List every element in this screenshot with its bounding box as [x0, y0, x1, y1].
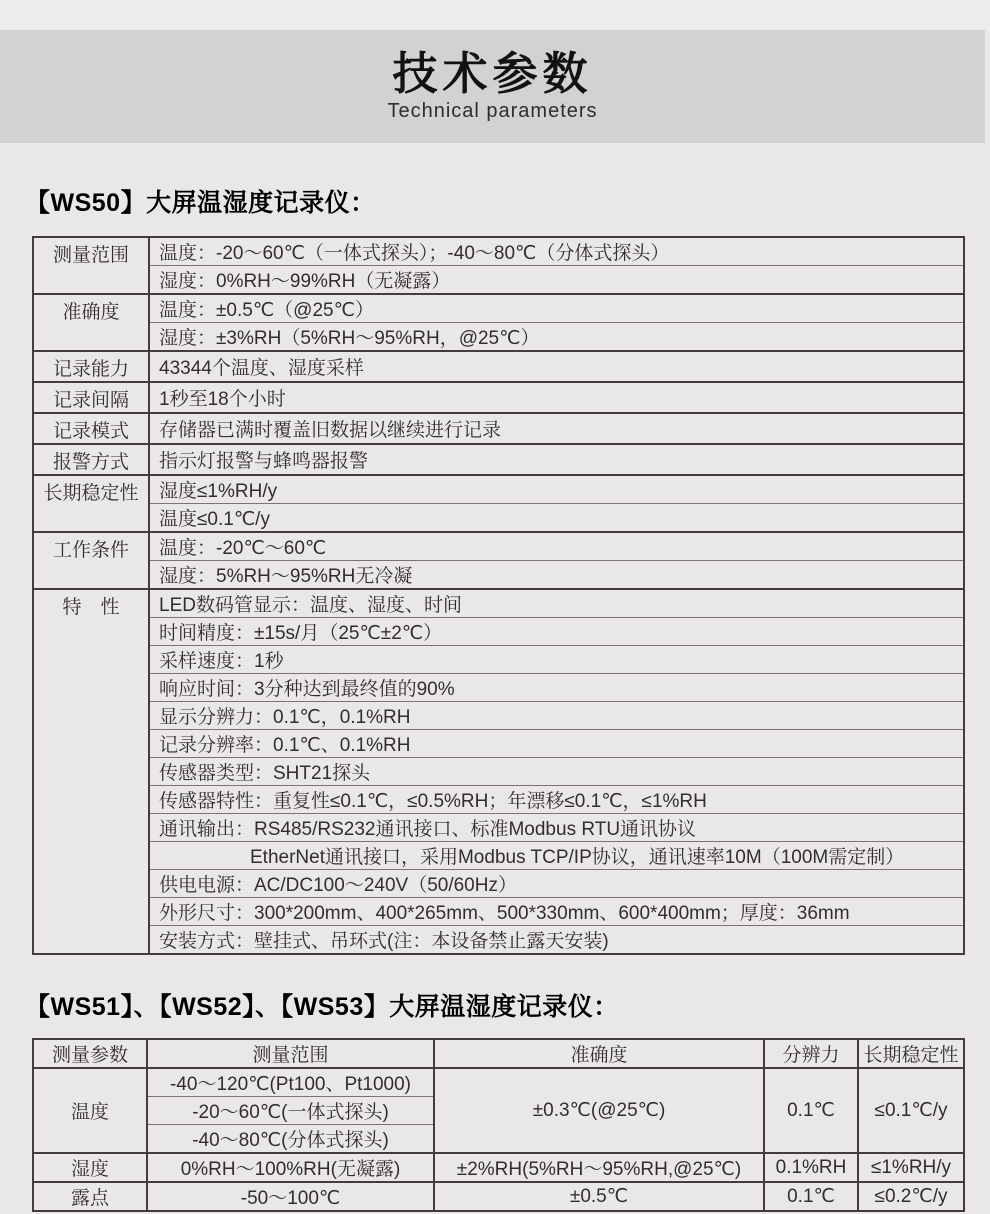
spec-value: 温度≤0.1℃/y: [149, 504, 964, 533]
spec-label: 记录间隔: [33, 382, 149, 413]
table-row: [33, 444, 964, 475]
table-row: [33, 786, 964, 814]
spec-value: 采样速度：1秒: [149, 646, 964, 674]
spec-value: 响应时间：3分种达到最终值的90%: [149, 674, 964, 702]
spec-label: 记录能力: [33, 351, 149, 382]
table-row: [33, 382, 964, 413]
table-row: [33, 702, 964, 730]
spec-value: 湿度≤1%RH/y: [149, 475, 964, 504]
stability-cell: ≤1%RH/y: [858, 1153, 964, 1182]
resolution-cell: 0.1℃: [764, 1068, 858, 1153]
range-cell: -50～100℃: [147, 1182, 434, 1211]
param-cell: 温度: [33, 1068, 147, 1153]
table-row: [33, 323, 964, 352]
spec-label: 工作条件: [33, 532, 149, 589]
spec-value: LED数码管显示：温度、湿度、时间: [149, 589, 964, 618]
spec-label: 记录模式: [33, 413, 149, 444]
spec-value: 传感器类型：SHT21探头: [149, 758, 964, 786]
table-row: [33, 589, 964, 618]
stability-cell: ≤0.1℃/y: [858, 1068, 964, 1153]
table-row: [33, 532, 964, 561]
spec-label: 特 性: [33, 589, 149, 954]
range-cell: -20～60℃(一体式探头): [147, 1097, 434, 1125]
table-row: [33, 294, 964, 323]
table-row: [33, 926, 964, 955]
table-row: [33, 561, 964, 590]
ws50-spec-table: [32, 236, 965, 955]
spec-value: 温度：-20～60℃（一体式探头）；-40～80℃（分体式探头）: [149, 237, 964, 266]
table-row: [33, 504, 964, 533]
table-row: [33, 237, 964, 266]
spec-value: 通讯输出：RS485/RS232通讯接口、标准Modbus RTU通讯协议: [149, 814, 964, 842]
table-row: [33, 814, 964, 842]
spec-label: 测量范围: [33, 237, 149, 294]
range-cell: 0%RH～100%RH(无凝露): [147, 1153, 434, 1182]
range-cell: -40～120℃(Pt100、Pt1000): [147, 1068, 434, 1097]
spec-value: 温度：-20℃～60℃: [149, 532, 964, 561]
title-banner: [0, 30, 985, 143]
ws51-53-spec-table: [32, 1038, 965, 1212]
spec-value: 记录分辨率：0.1℃、0.1%RH: [149, 730, 964, 758]
spec-value: 温度：±0.5℃（@25℃）: [149, 294, 964, 323]
table-row: [33, 1068, 964, 1097]
spec-value: 供电电源：AC/DC100～240V（50/60Hz）: [149, 870, 964, 898]
accuracy-cell: ±0.5℃: [434, 1182, 764, 1211]
range-cell: -40～80℃(分体式探头): [147, 1125, 434, 1154]
spec-value: 安装方式：壁挂式、吊环式(注：本设备禁止露天安装): [149, 926, 964, 955]
spec-value: 存储器已满时覆盖旧数据以继续进行记录: [149, 413, 964, 444]
param-cell: 湿度: [33, 1153, 147, 1182]
resolution-cell: 0.1℃: [764, 1182, 858, 1211]
accuracy-cell: ±2%RH(5%RH～95%RH,@25℃): [434, 1153, 764, 1182]
spec-value: 湿度：±3%RH（5%RH～95%RH，@25℃）: [149, 323, 964, 352]
table-row: [33, 1182, 964, 1211]
page-title: 技术参数: [392, 47, 593, 99]
table-row: [33, 870, 964, 898]
col-header-resolution: 分辨力: [764, 1039, 858, 1068]
table-row: [33, 618, 964, 646]
table-row: [33, 351, 964, 382]
table-row: [33, 758, 964, 786]
spec-value: 湿度：0%RH～99%RH（无凝露）: [149, 266, 964, 295]
col-header-range: 测量范围: [147, 1039, 434, 1068]
spec-value: 显示分辨力：0.1℃，0.1%RH: [149, 702, 964, 730]
section-heading-ws50: 【WS50】大屏温湿度记录仪：: [25, 189, 376, 217]
col-header-accuracy: 准确度: [434, 1039, 764, 1068]
table-row: [33, 266, 964, 295]
spec-value: 43344个温度、湿度采样: [149, 351, 964, 382]
col-header-stability: 长期稳定性: [858, 1039, 964, 1068]
accuracy-cell: ±0.3℃(@25℃): [434, 1068, 764, 1153]
spec-label: 准确度: [33, 294, 149, 351]
spec-value: 湿度：5%RH～95%RH无冷凝: [149, 561, 964, 590]
param-cell: 露点: [33, 1182, 147, 1211]
stability-cell: ≤0.2℃/y: [858, 1182, 964, 1211]
table-row: [33, 898, 964, 926]
spec-value: 指示灯报警与蜂鸣器报警: [149, 444, 964, 475]
spec-value: 时间精度：±15s/月（25℃±2℃）: [149, 618, 964, 646]
resolution-cell: 0.1%RH: [764, 1153, 858, 1182]
table-row: [33, 646, 964, 674]
table-row: [33, 413, 964, 444]
table-header-row: [33, 1039, 964, 1068]
page-subtitle: Technical parameters: [387, 100, 598, 123]
col-header-parameter: 测量参数: [51, 1045, 128, 1066]
section-heading-ws51-53: 【WS51】、【WS52】、【WS53】大屏温湿度记录仪：: [25, 993, 619, 1021]
table-row: [33, 475, 964, 504]
spec-value: 外形尺寸：300*200mm、400*265mm、500*330mm、600*400mm；厚度：36mm: [149, 898, 964, 926]
top-margin-strip: [0, 0, 990, 30]
table-row: [33, 842, 964, 870]
table-row: [33, 1153, 964, 1182]
spec-value: 1秒至18个小时: [149, 382, 964, 413]
spec-label: 长期稳定性: [33, 475, 149, 532]
spec-label: 报警方式: [33, 444, 149, 475]
spec-value-continuation: EtherNet通讯接口，采用Modbus TCP/IP协议，通讯速率10M（100M需定制）: [149, 842, 964, 870]
table-row: [33, 674, 964, 702]
spec-value: 传感器特性：重复性≤0.1℃，≤0.5%RH；年漂移≤0.1℃，≤1%RH: [149, 786, 964, 814]
table-row: [33, 730, 964, 758]
